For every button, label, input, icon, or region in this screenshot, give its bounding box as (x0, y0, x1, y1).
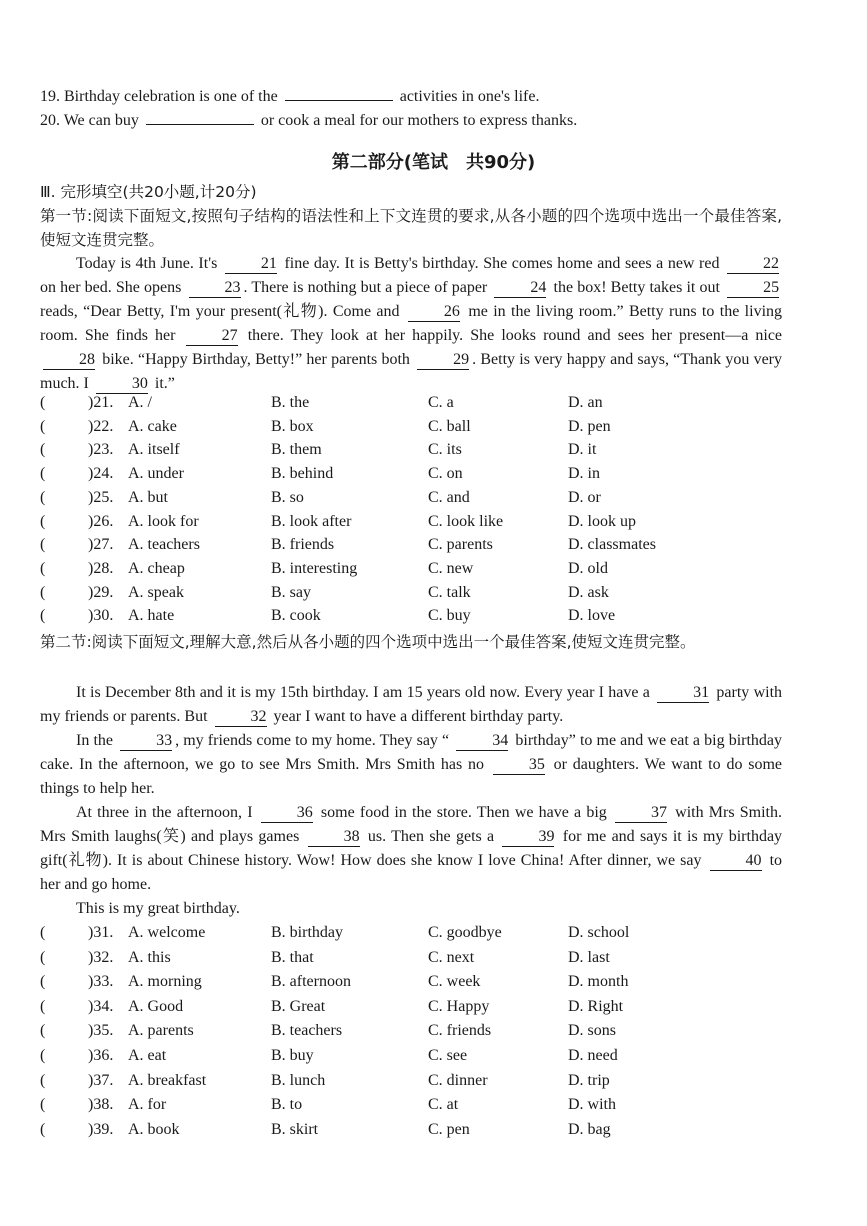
cloze-blank[interactable]: 40 (710, 852, 762, 871)
cloze-blank[interactable]: 31 (657, 684, 709, 703)
question-number: )24. (88, 465, 114, 483)
option-a[interactable]: A. speak (128, 583, 184, 601)
option-d[interactable]: D. school (568, 924, 630, 941)
option-d[interactable]: D. with (568, 1096, 616, 1114)
question-20 (40, 112, 577, 130)
option-c[interactable]: C. parents (428, 536, 493, 554)
option-d[interactable]: D. look up (568, 512, 636, 530)
option-b[interactable]: B. Great (271, 997, 326, 1015)
question-number: )36. (88, 1047, 114, 1064)
cloze-blank[interactable]: 21 (225, 255, 277, 274)
answer-paren[interactable]: ( (40, 536, 46, 554)
option-a[interactable]: A. itself (128, 441, 180, 459)
option-d[interactable]: D. need (568, 1047, 618, 1064)
option-d[interactable]: D. or (568, 488, 601, 506)
answer-paren[interactable]: ( (40, 488, 46, 506)
question-number: )32. (88, 948, 114, 966)
answer-paren[interactable]: ( (40, 973, 46, 991)
option-b[interactable]: B. behind (271, 465, 334, 483)
option-d[interactable]: D. love (568, 607, 616, 625)
option-d[interactable]: D. sons (568, 1022, 617, 1040)
option-a[interactable]: A. / (128, 394, 152, 411)
option-a[interactable]: A. morning (128, 973, 202, 991)
answer-blank[interactable] (285, 100, 393, 101)
cloze-blank[interactable]: 22 (727, 255, 779, 274)
question-number: )27. (88, 536, 114, 554)
answer-paren[interactable]: ( (40, 924, 46, 941)
option-a[interactable]: A. cheap (128, 559, 185, 577)
question-number: 19. (40, 88, 60, 105)
answer-paren[interactable]: ( (40, 1096, 46, 1114)
option-c[interactable]: C. look like (428, 512, 504, 530)
question-number: )34. (88, 997, 114, 1015)
passage-1: Today is 4th June. It's 21 fine day. It is Betty's birthday. She comes home and sees a new red 22 on her bed. She opens 23 . There is nothing but a piece of paper 24 the box! Betty takes it out 25 reads, “Dear Betty, I'm your present(礼物). Come and 26 me in the living room.” Betty runs to the living room. She finds her 27 there. They look at her happily. She looks round and sees her present—a nice 28 bike. “Happy Birthday, Betty!” her parents both 29 . Betty is very happy and says, “Thank you very much. I 30 it.” (40, 255, 783, 392)
option-a[interactable]: A. Good (128, 997, 184, 1015)
option-b[interactable]: B. box (271, 417, 314, 435)
question-number: )37. (88, 1071, 114, 1089)
cloze-blank[interactable]: 27 (186, 327, 238, 346)
option-d[interactable]: D. classmates (568, 536, 656, 554)
question-number: 20. (40, 112, 60, 129)
answer-paren[interactable]: ( (40, 1047, 46, 1064)
option-a[interactable]: A. look for (128, 512, 199, 530)
option-d[interactable]: D. Right (568, 997, 624, 1015)
option-b[interactable]: B. the (271, 394, 310, 411)
option-d[interactable]: D. old (568, 559, 608, 577)
option-b[interactable]: B. lunch (271, 1071, 326, 1089)
answer-paren[interactable]: ( (40, 559, 46, 577)
option-c[interactable]: C. talk (428, 583, 471, 601)
option-b[interactable]: B. look after (271, 512, 352, 530)
option-c[interactable]: C. on (428, 465, 463, 483)
answer-blank[interactable] (146, 124, 254, 125)
option-c[interactable]: C. ball (428, 417, 471, 435)
option-a[interactable]: A. cake (128, 417, 177, 435)
option-d[interactable]: D. month (568, 973, 629, 991)
cloze-blank[interactable]: 28 (43, 351, 95, 370)
answer-paren[interactable]: ( (40, 512, 46, 530)
answer-paren[interactable]: ( (40, 1120, 46, 1138)
option-c[interactable]: C. and (428, 488, 470, 506)
option-a[interactable]: A. breakfast (128, 1071, 207, 1089)
option-b[interactable]: B. to (271, 1096, 303, 1114)
option-a[interactable]: A. parents (128, 1022, 194, 1040)
question-number: )28. (88, 559, 114, 577)
option-d[interactable]: D. last (568, 948, 610, 966)
option-b[interactable]: B. afternoon (271, 973, 351, 991)
option-c[interactable]: C. week (428, 973, 481, 991)
part-title: 第二部分(笔试 共90分) (331, 152, 536, 173)
option-b[interactable]: B. buy (271, 1047, 314, 1064)
passage-2: It is December 8th and it is my 15th birthday. I am 15 years old now. Every year I have a 31 party with my friends or parents. But 32 year I want to have a different birthday party. In the 33 , my friends come to my home. They say “ 34 birthday” to me and we eat a big birthday cake. In the afternoon, we go to see Mrs Smith. Mrs Smith has no 35 or daughters. We want to do some things to help her. At three in the afternoon, I 36 some food in the store. Then we have a big 37 with Mrs Smith. Mrs Smith laughs(笑) and plays games 38 us. Then she gets a 39 for me and says it is my birthday gift(礼物). It is about Chinese history. Wow! How does she know I love China! After dinner, we say 40 to her and go home. This is my great birthday. (40, 681, 782, 921)
question-number: )39. (88, 1120, 114, 1138)
cloze-blank[interactable]: 33 (120, 732, 172, 751)
option-b[interactable]: B. skirt (271, 1120, 319, 1138)
option-b[interactable]: B. birthday (271, 924, 343, 941)
option-a[interactable]: A. book (128, 1120, 180, 1138)
answer-paren[interactable]: ( (40, 583, 46, 601)
cloze-blank[interactable]: 35 (493, 756, 545, 775)
question-number: )35. (88, 1022, 114, 1040)
option-b[interactable]: B. say (271, 583, 311, 601)
option-a[interactable]: A. but (128, 488, 168, 506)
option-d[interactable]: D. bag (568, 1120, 611, 1138)
option-c[interactable]: C. friends (428, 1022, 492, 1040)
question-text: We can buy (63, 112, 139, 129)
option-b[interactable]: B. them (271, 441, 322, 459)
option-c[interactable]: C. pen (428, 1120, 470, 1138)
answer-paren[interactable]: ( (40, 1071, 46, 1089)
answer-paren[interactable]: ( (40, 465, 46, 483)
answer-paren[interactable]: ( (40, 394, 46, 411)
cloze-blank[interactable]: 34 (456, 732, 508, 751)
option-d[interactable]: D. it (568, 441, 597, 459)
option-c[interactable]: C. dinner (428, 1071, 488, 1089)
option-c[interactable]: C. a (428, 394, 454, 411)
question-number: )25. (88, 488, 114, 506)
option-c[interactable]: C. new (428, 559, 474, 577)
option-c[interactable]: C. at (428, 1096, 459, 1114)
cloze-blank[interactable]: 24 (494, 279, 546, 298)
cloze-blank[interactable]: 32 (215, 708, 267, 727)
question-number: )21. (88, 394, 114, 411)
answer-paren[interactable]: ( (40, 417, 46, 435)
answer-paren[interactable]: ( (40, 607, 46, 625)
option-b[interactable]: B. friends (271, 536, 335, 554)
question-19 (40, 88, 539, 106)
question-number: )38. (88, 1096, 114, 1114)
question-number: )33. (88, 973, 114, 991)
question-number: )29. (88, 583, 114, 601)
question-number: )26. (88, 512, 114, 530)
section2-instruction: 第二节:阅读下面短文,理解大意,然后从各小题的四个选项中选出一个最佳答案,使短文连贯完整。 (40, 633, 696, 651)
question-number: )30. (88, 607, 114, 625)
option-c[interactable]: C. Happy (428, 997, 490, 1015)
option-a[interactable]: A. this (128, 948, 171, 966)
cloze-blank[interactable]: 37 (615, 804, 667, 823)
question-text: Birthday celebration is one of the (64, 88, 278, 105)
answer-paren[interactable]: ( (40, 948, 46, 966)
cloze-blank[interactable]: 30 (96, 375, 148, 394)
option-b[interactable]: B. interesting (271, 559, 358, 577)
section-heading: Ⅲ. 完形填空(共20小题,计20分) (40, 183, 257, 201)
question-number: )31. (88, 924, 114, 941)
option-b[interactable]: B. so (271, 488, 304, 506)
option-b[interactable]: B. cook (271, 607, 321, 625)
option-c[interactable]: C. its (428, 441, 462, 459)
option-d[interactable]: D. an (568, 394, 603, 411)
question-text: activities in one's life. (399, 88, 540, 105)
option-a[interactable]: A. for (128, 1096, 167, 1114)
question-number: )23. (88, 441, 114, 459)
option-c[interactable]: C. next (428, 948, 475, 966)
cloze-blank[interactable]: 23 (189, 279, 241, 298)
answer-paren[interactable]: ( (40, 441, 46, 459)
option-d[interactable]: D. trip (568, 1071, 610, 1089)
option-d[interactable]: D. in (568, 465, 600, 483)
cloze-blank[interactable]: 36 (261, 804, 313, 823)
option-b[interactable]: B. teachers (271, 1022, 343, 1040)
cloze-blank[interactable]: 29 (417, 351, 469, 370)
question-text: or cook a meal for our mothers to express thanks. (260, 112, 578, 129)
option-a[interactable]: A. eat (128, 1047, 167, 1064)
answer-paren[interactable]: ( (40, 1022, 46, 1040)
cloze-blank[interactable]: 38 (308, 828, 360, 847)
option-a[interactable]: A. welcome (128, 924, 206, 941)
option-a[interactable]: A. under (128, 465, 184, 483)
option-c[interactable]: C. goodbye (428, 924, 502, 941)
question-number: )22. (88, 417, 114, 435)
cloze-blank[interactable]: 25 (727, 279, 779, 298)
closing-sentence: This is my great birthday. (76, 900, 240, 917)
option-a[interactable]: A. teachers (128, 536, 200, 554)
option-d[interactable]: D. ask (568, 583, 609, 601)
option-c[interactable]: C. see (428, 1047, 468, 1064)
cloze-blank[interactable]: 26 (408, 303, 460, 322)
option-d[interactable]: D. pen (568, 417, 611, 435)
cloze-blank[interactable]: 39 (502, 828, 554, 847)
answer-paren[interactable]: ( (40, 997, 46, 1015)
option-a[interactable]: A. hate (128, 607, 175, 625)
option-b[interactable]: B. that (271, 948, 314, 966)
option-c[interactable]: C. buy (428, 607, 471, 625)
section1-instruction: 第一节:阅读下面短文,按照句子结构的语法性和上下文连贯的要求,从各小题的四个选项中选出一个最佳答案,使短文连贯完整。 (40, 207, 782, 249)
